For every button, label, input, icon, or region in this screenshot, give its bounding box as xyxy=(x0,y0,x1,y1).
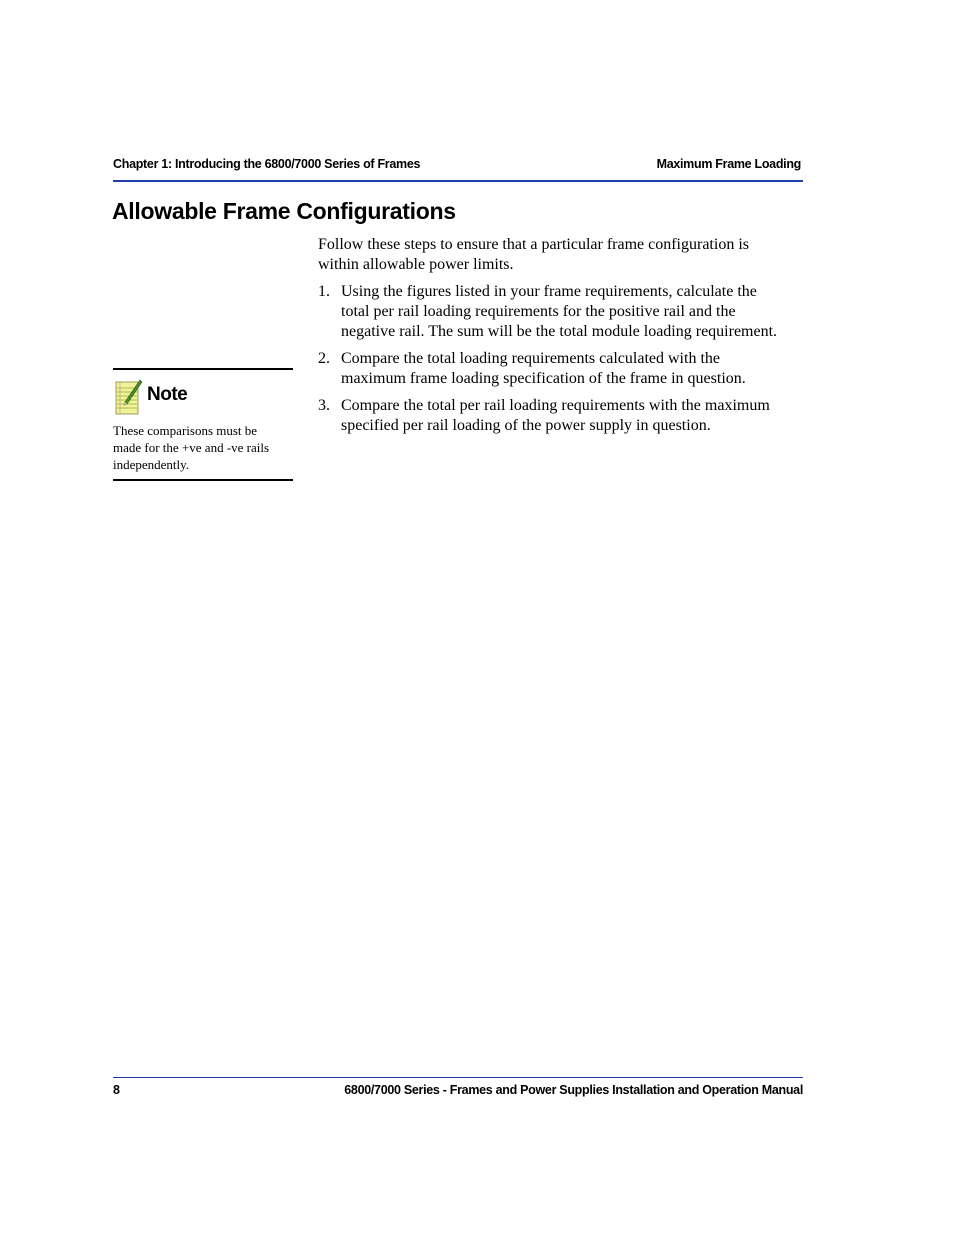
note-line: These comparisons must be xyxy=(113,423,258,438)
step-line: specified per rail loading of the power supply in question. xyxy=(341,417,711,434)
step-line: total per rail loading requirements for the positive rail and the xyxy=(341,303,736,320)
note-label: Note xyxy=(147,384,188,405)
step-text xyxy=(341,282,808,342)
step-text xyxy=(341,349,808,389)
step-number: 3. xyxy=(318,397,330,414)
intro-paragraph xyxy=(318,235,808,275)
step-item xyxy=(318,282,808,342)
step-line: Compare the total loading requirements calculated with the xyxy=(341,350,720,367)
page-number: 8 xyxy=(113,1083,120,1097)
step-number: 2. xyxy=(318,350,330,367)
manual-title: 6800/7000 Series - Frames and Power Supplies Installation and Operation Manual xyxy=(344,1083,803,1097)
note-callout xyxy=(113,368,293,481)
step-line: Compare the total per rail loading requirements with the maximum xyxy=(341,397,770,414)
note-line: independently. xyxy=(113,457,190,472)
body-column xyxy=(318,235,808,443)
step-item xyxy=(318,396,808,436)
notepad-pencil-icon xyxy=(115,378,143,416)
header-section-title: Maximum Frame Loading xyxy=(656,157,801,171)
header-chapter-title: Chapter 1: Introducing the 6800/7000 Series of Frames xyxy=(113,157,421,171)
step-line: Using the figures listed in your frame requirements, calculate the xyxy=(341,283,757,300)
section-title: Allowable Frame Configurations xyxy=(112,198,456,224)
running-header xyxy=(113,154,803,182)
note-line: made for the +ve and -ve rails xyxy=(113,440,270,455)
running-footer xyxy=(113,1077,803,1100)
intro-line: within allowable power limits. xyxy=(318,256,514,273)
step-line: negative rail. The sum will be the total module loading requirement. xyxy=(341,323,778,340)
step-line: maximum frame loading specification of the frame in question. xyxy=(341,370,746,387)
intro-line: Follow these steps to ensure that a particular frame configuration is xyxy=(318,236,749,253)
step-number: 1. xyxy=(318,283,330,300)
note-text xyxy=(113,422,291,473)
step-text xyxy=(341,396,808,436)
step-item xyxy=(318,349,808,389)
steps-list xyxy=(318,282,808,436)
